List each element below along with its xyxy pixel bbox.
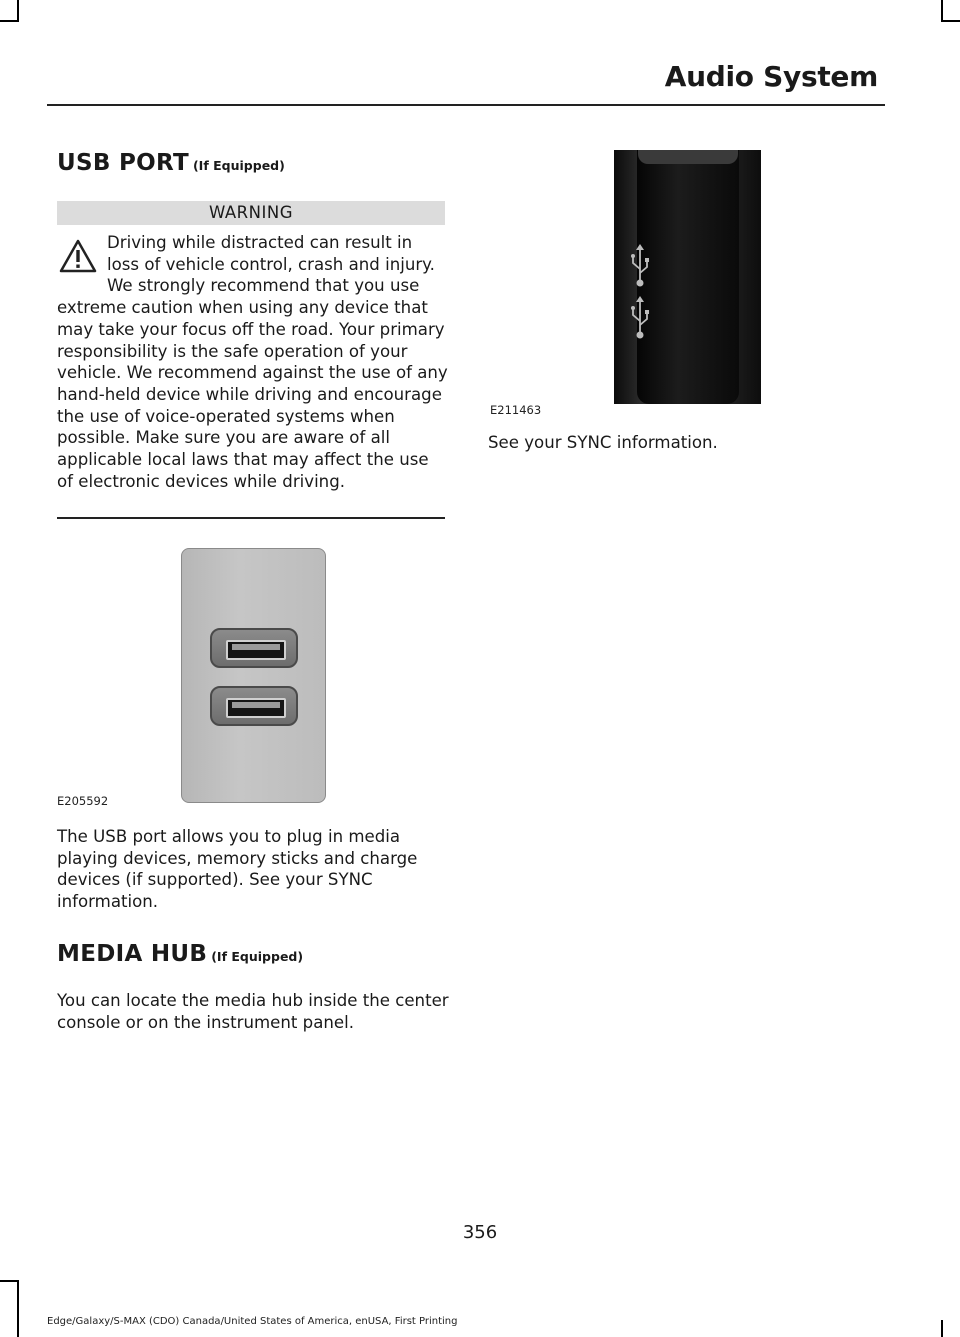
media-hub-heading: [57, 941, 303, 967]
crop-mark: [0, 20, 18, 22]
page-title: Audio System: [664, 60, 878, 93]
usb-socket-lower: [210, 686, 298, 726]
header-divider: [47, 104, 885, 106]
figure-code-usb-port: E205592: [57, 794, 109, 808]
usb-port-heading: [57, 150, 285, 176]
warning-text: Driving while distracted can result in loss of vehicle control, crash and injury. We strongly recommend that you use extreme caution when using any device that may take your focus off the road. Your primary responsibility is the safe operation of your vehicle. We recommend against the use of any hand-held device while driving and encourage the use of voice-operated systems when possible. Make sure you are aware of all applicable local laws that may affect the use of electronic devices while driving.: [57, 233, 448, 491]
media-hub-heading-text: MEDIA HUB: [57, 941, 208, 967]
crop-mark: [941, 0, 943, 22]
media-hub-illustration: [614, 150, 761, 404]
warning-divider: [57, 517, 445, 519]
usb-symbol-icon: [629, 243, 651, 289]
crop-mark: [941, 1320, 943, 1337]
usb-port-panel-illustration: [181, 548, 326, 803]
crop-mark: [942, 20, 960, 22]
footer-text: Edge/Galaxy/S-MAX (CDO) Canada/United States of America, enUSA, First Printing: [47, 1316, 458, 1327]
usb-socket-upper: [210, 628, 298, 668]
media-hub-description: You can locate the media hub inside the center console or on the instrument panel.: [57, 991, 449, 1032]
usb-port-heading-text: USB PORT: [57, 150, 189, 176]
page-number: 356: [462, 1222, 498, 1243]
usb-port-description: The USB port allows you to plug in media playing devices, memory sticks and charge devices (if supported). See your SYNC information.: [57, 827, 418, 912]
crop-mark: [0, 1280, 18, 1282]
crop-mark: [17, 0, 19, 22]
warning-label: WARNING: [57, 201, 445, 225]
media-hub-qualifier: (If Equipped): [211, 949, 304, 964]
warning-text-block: [57, 232, 449, 492]
usb-symbol-icon: [629, 295, 651, 341]
figure-code-media-hub: E211463: [490, 403, 542, 417]
crop-mark: [17, 1280, 19, 1337]
usb-port-qualifier: (If Equipped): [192, 158, 285, 173]
media-hub-see-also: See your SYNC information.: [488, 433, 718, 452]
